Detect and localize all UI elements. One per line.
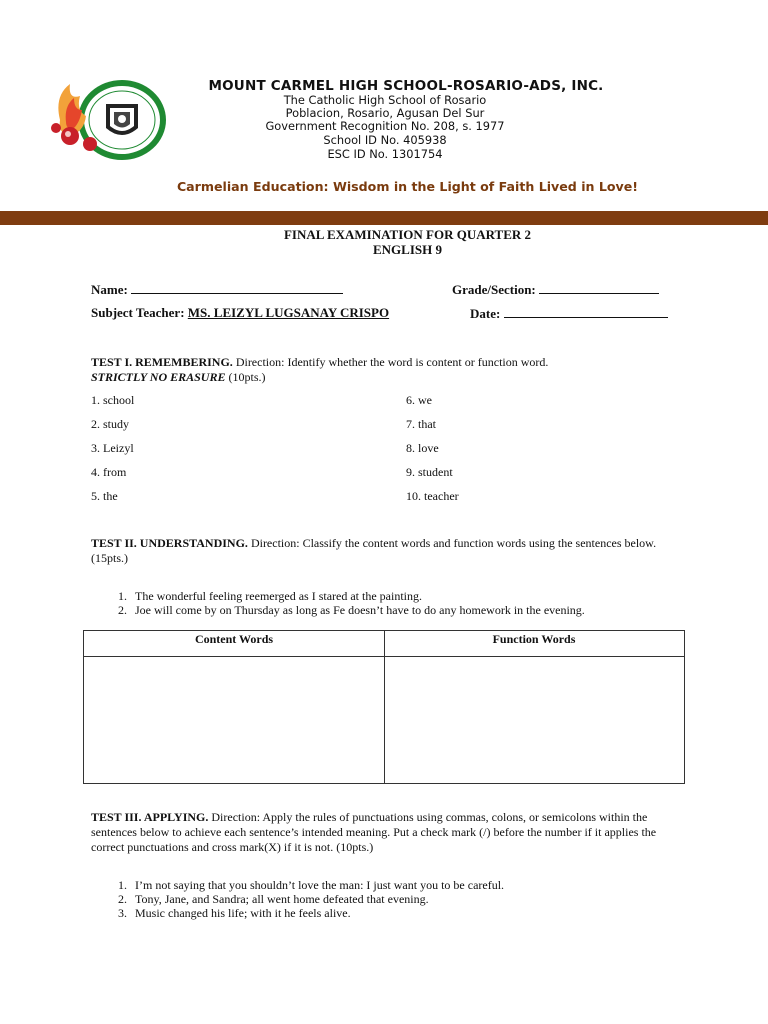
school-name: MOUNT CARMEL HIGH SCHOOL-ROSARIO-ADS, INC. xyxy=(208,78,604,94)
test2-heading: TEST II. UNDERSTANDING. xyxy=(91,536,248,550)
content-words-cell[interactable] xyxy=(84,657,384,783)
function-words-header: Function Words xyxy=(384,631,684,657)
test1-item: 3. Leizyl xyxy=(91,441,134,455)
test1-item: 4. from xyxy=(91,465,127,479)
school-seal-logo xyxy=(40,74,172,160)
test1-item: 6. we xyxy=(406,393,432,407)
test1-item: 5. the xyxy=(91,489,118,503)
teacher-name: MS. LEIZYL LUGSANAY CRISPO xyxy=(187,305,390,320)
test1-direction: Direction: Identify whether the word is content or function word. xyxy=(232,355,549,369)
sentence-text: I’m not saying that you shouldn’t love the man: I just want you to be careful. xyxy=(135,878,505,892)
school-motto: Carmelian Education: Wisdom in the Light of Faith Lived in Love! xyxy=(176,179,639,194)
header-divider-bar xyxy=(0,211,768,225)
header-line-2: Poblacion, Rosario, Agusan Del Sur xyxy=(285,106,485,120)
test3-direction: Direction: Apply the rules of punctuations using commas, colons, or semicolons within the sentences below to achieve each sentence’s intended meaning. Put a check mark (/) before the number if it applies the correct punctuations and cross mark(X) if it is not. (10pts.) xyxy=(91,810,657,854)
name-field xyxy=(91,281,343,298)
grade-label: Grade/Section: xyxy=(452,282,536,297)
sentence-number: 3. xyxy=(118,906,127,920)
test1-instructions xyxy=(91,355,671,385)
header-line-1: The Catholic High School of Rosario xyxy=(283,93,487,107)
grade-blank[interactable] xyxy=(539,281,659,294)
sentence-number: 2. xyxy=(118,603,127,617)
test2-instructions xyxy=(91,536,661,566)
teacher-label: Subject Teacher: xyxy=(91,305,185,320)
function-words-cell[interactable] xyxy=(385,657,684,783)
test1-heading: TEST I. REMEMBERING. xyxy=(91,355,233,369)
date-blank[interactable] xyxy=(504,305,668,318)
header-line-4: School ID No. 405938 xyxy=(323,133,447,147)
grade-field xyxy=(452,281,659,298)
name-blank[interactable] xyxy=(131,281,343,294)
test1-item: 9. student xyxy=(406,465,453,479)
test1-points: (10pts.) xyxy=(225,370,266,384)
test2-direction: Direction: Classify the content words and function words using the sentences below. (15pts.) xyxy=(91,536,657,565)
test3-instructions xyxy=(91,810,681,855)
exam-title-block xyxy=(0,227,768,257)
test1-item: 1. school xyxy=(91,393,135,407)
date-label: Date: xyxy=(470,306,501,321)
teacher-field xyxy=(91,305,389,321)
test3-heading: TEST III. APPLYING. xyxy=(91,810,209,824)
test1-item: 7. that xyxy=(406,417,436,431)
test1-item: 10. teacher xyxy=(406,489,459,503)
exam-title: FINAL EXAMINATION FOR QUARTER 2 xyxy=(283,227,532,242)
sentence-text: The wonderful feeling reemerged as I stared at the painting. xyxy=(135,589,422,603)
sentence-number: 1. xyxy=(118,878,127,892)
sentence-text: Tony, Jane, and Sandra; all went home defeated that evening. xyxy=(135,892,429,906)
sentence-text: Music changed his life; with it he feels alive. xyxy=(135,906,351,920)
test1-strict: STRICTLY NO ERASURE xyxy=(91,370,226,384)
test1-item: 2. study xyxy=(91,417,130,431)
sentence-text: Joe will come by on Thursday as long as Fe doesn’t have to do any homework in the evening. xyxy=(135,603,585,617)
test1-item: 8. love xyxy=(406,441,439,455)
header-line-3: Government Recognition No. 208, s. 1977 xyxy=(265,119,505,133)
header-line-5: ESC ID No. 1301754 xyxy=(327,147,443,161)
exam-subject: ENGLISH 9 xyxy=(373,242,442,257)
content-words-header: Content Words xyxy=(84,631,384,657)
sentence-number: 1. xyxy=(118,589,127,603)
date-field xyxy=(470,305,668,322)
name-label: Name: xyxy=(91,282,128,297)
classification-table xyxy=(83,630,685,784)
sentence-number: 2. xyxy=(118,892,127,906)
